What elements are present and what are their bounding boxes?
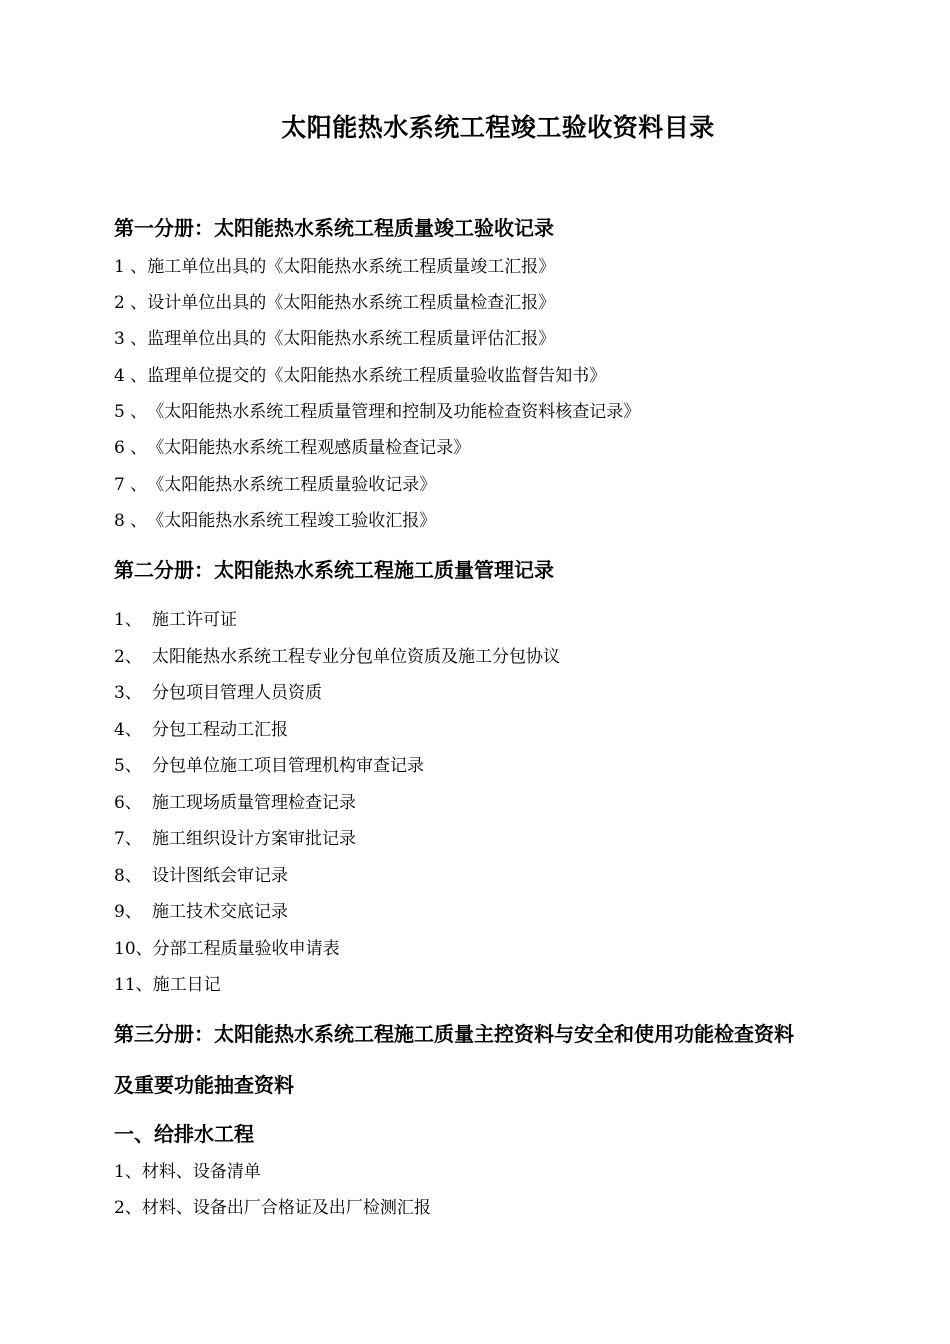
list-item-number: 5、: [114, 756, 142, 776]
list-item: [114, 252, 555, 277]
list-item-text: 材料、设备清单: [141, 1162, 261, 1182]
list-item-number: 6、: [114, 793, 142, 813]
list-item-text: 监理单位出具的《太阳能热水系统工程质量评估汇报》: [147, 329, 556, 349]
list-item-number: 7、: [114, 829, 142, 849]
list-item: [114, 433, 470, 458]
list-item-text: 分包单位施工项目管理机构审查记录: [152, 756, 424, 776]
list-item: [114, 715, 288, 740]
list-item-text: 《太阳能热水系统工程竣工验收汇报》: [147, 511, 437, 531]
list-item-text: 《太阳能热水系统工程质量验收记录》: [147, 475, 437, 495]
volume1-heading: 第一分册：太阳能热水系统工程质量竣工验收记录: [114, 216, 554, 240]
list-item-text: 《太阳能热水系统工程质量管理和控制及功能检查资料核查记录》: [147, 402, 641, 422]
list-item: [114, 970, 221, 995]
list-item: [114, 824, 356, 849]
list-item: [114, 897, 288, 922]
list-item-number: 2、: [114, 647, 142, 667]
list-item-number: 8、: [114, 866, 142, 886]
list-item: [114, 605, 237, 630]
list-item: [114, 1157, 261, 1182]
list-item: [114, 288, 555, 313]
list-item-text: 设计图纸会审记录: [152, 866, 288, 886]
list-item-number: 3、: [114, 683, 142, 703]
list-item-number: 2 、: [114, 293, 148, 313]
list-item-number: 11、: [114, 975, 153, 995]
list-item: [114, 324, 555, 349]
volume3-heading-line2: 及重要功能抽查资料: [114, 1073, 294, 1097]
list-item-text: 分部工程质量验收申请表: [152, 939, 340, 959]
list-item-text: 太阳能热水系统工程专业分包单位资质及施工分包协议: [152, 647, 560, 667]
list-item: [114, 397, 640, 422]
list-item: [114, 1193, 431, 1218]
list-item-number: 1、: [114, 610, 142, 630]
list-item: [114, 642, 560, 667]
volume2-heading: 第二分册：太阳能热水系统工程施工质量管理记录: [114, 558, 554, 582]
volume3-heading-line1: 第三分册：太阳能热水系统工程施工质量主控资料与安全和使用功能检查资料: [114, 1022, 794, 1046]
list-item-text: 施工技术交底记录: [152, 902, 288, 922]
list-item: [114, 470, 436, 495]
list-item-text: 设计单位出具的《太阳能热水系统工程质量检查汇报》: [147, 293, 556, 313]
document-title: 太阳能热水系统工程竣工验收资料目录: [281, 113, 715, 142]
subsection-heading: 一、给排水工程: [114, 1122, 254, 1146]
list-item-number: 7 、: [114, 475, 148, 495]
list-item: [114, 678, 322, 703]
list-item-number: 6 、: [114, 438, 148, 458]
list-item-text: 施工日记: [152, 975, 221, 995]
list-item-number: 1 、: [114, 257, 148, 277]
list-item-number: 4 、: [114, 366, 148, 386]
list-item: [114, 506, 436, 531]
list-item-number: 9、: [114, 902, 142, 922]
list-item-text: 监理单位提交的《太阳能热水系统工程质量验收监督告知书》: [147, 366, 607, 386]
list-item-text: 《太阳能热水系统工程观感质量检查记录》: [147, 438, 471, 458]
list-item-text: 分包工程动工汇报: [152, 720, 288, 740]
list-item-text: 施工组织设计方案审批记录: [152, 829, 356, 849]
list-item-number: 1、: [114, 1162, 142, 1182]
list-item-text: 分包项目管理人员资质: [152, 683, 322, 703]
list-item-number: 2、: [114, 1198, 142, 1218]
list-item: [114, 361, 606, 386]
list-item-text: 材料、设备出厂合格证及出厂检测汇报: [141, 1198, 431, 1218]
list-item-number: 3 、: [114, 329, 148, 349]
list-item-text: 施工许可证: [152, 610, 237, 630]
list-item-number: 4、: [114, 720, 142, 740]
list-item: [114, 788, 356, 813]
list-item: [114, 751, 424, 776]
list-item: [114, 861, 288, 886]
list-item-number: 5 、: [114, 402, 148, 422]
list-item: [114, 934, 340, 959]
list-item-text: 施工单位出具的《太阳能热水系统工程质量竣工汇报》: [147, 257, 556, 277]
list-item-number: 8 、: [114, 511, 148, 531]
list-item-number: 10、: [114, 939, 153, 959]
list-item-text: 施工现场质量管理检查记录: [152, 793, 356, 813]
